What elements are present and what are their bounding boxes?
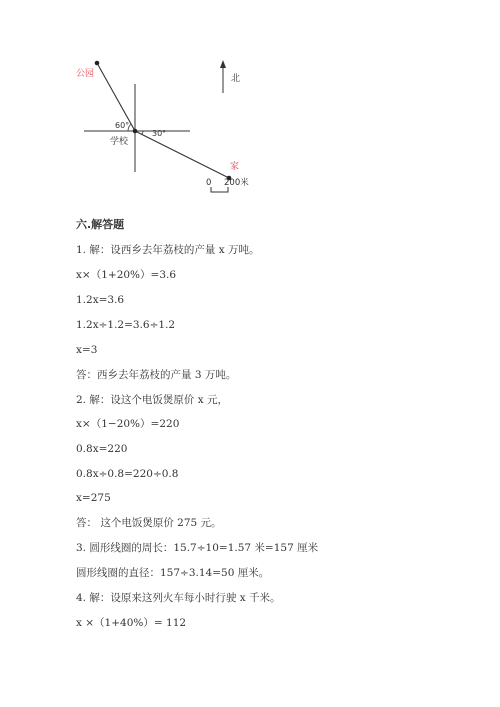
scale-value-label: 200米 <box>224 178 249 188</box>
scale-zero-label: 0 <box>206 178 212 188</box>
solution-line-9: 0.8x=220 <box>76 443 128 455</box>
solution-line-5: x=3 <box>76 344 98 356</box>
solution-line-15: 4. 解：设原来这列火车每小时行驶 x 千米。 <box>76 592 281 604</box>
home-label: 家 <box>230 162 240 172</box>
solution-line-12: 答： 这个电饭煲原价 275 元。 <box>76 517 222 529</box>
school-to-home-line <box>135 131 229 178</box>
solution-line-13: 3. 圆形线圈的周长：15.7÷10=1.57 米=157 厘米 <box>76 542 319 554</box>
angle-60-label: 60° <box>115 121 130 130</box>
school-point <box>133 129 138 134</box>
north-label: 北 <box>231 74 241 84</box>
solution-line-4: 1.2x÷1.2=3.6÷1.2 <box>76 319 176 331</box>
section-title: 六.解答题 <box>76 218 125 231</box>
school-label: 学校 <box>110 137 129 147</box>
direction-diagram <box>0 0 500 205</box>
solution-line-7: 2. 解：设这个电饭煲原价 x 元， <box>76 394 228 406</box>
north-arrow-icon <box>220 60 226 93</box>
solution-line-10: 0.8x÷0.8=220÷0.8 <box>76 468 179 480</box>
solution-line-11: x=275 <box>76 492 111 504</box>
solution-line-8: x×（1−20%）=220 <box>76 418 180 430</box>
solution-line-6: 答：西乡去年荔枝的产量 3 万吨。 <box>76 369 237 381</box>
solution-line-1: 1. 解：设西乡去年荔枝的产量 x 万吨。 <box>76 244 260 256</box>
solution-line-16: x ×（1+40%）= 112 <box>76 617 187 629</box>
solution-line-3: 1.2x=3.6 <box>76 294 125 306</box>
park-label: 公园 <box>76 69 95 79</box>
solution-line-2: x×（1+20%）=3.6 <box>76 269 177 281</box>
solution-line-14: 圆形线圈的直径：157÷3.14=50 厘米。 <box>76 567 270 579</box>
angle-30-label: 30° <box>152 129 167 138</box>
park-point <box>95 61 100 66</box>
